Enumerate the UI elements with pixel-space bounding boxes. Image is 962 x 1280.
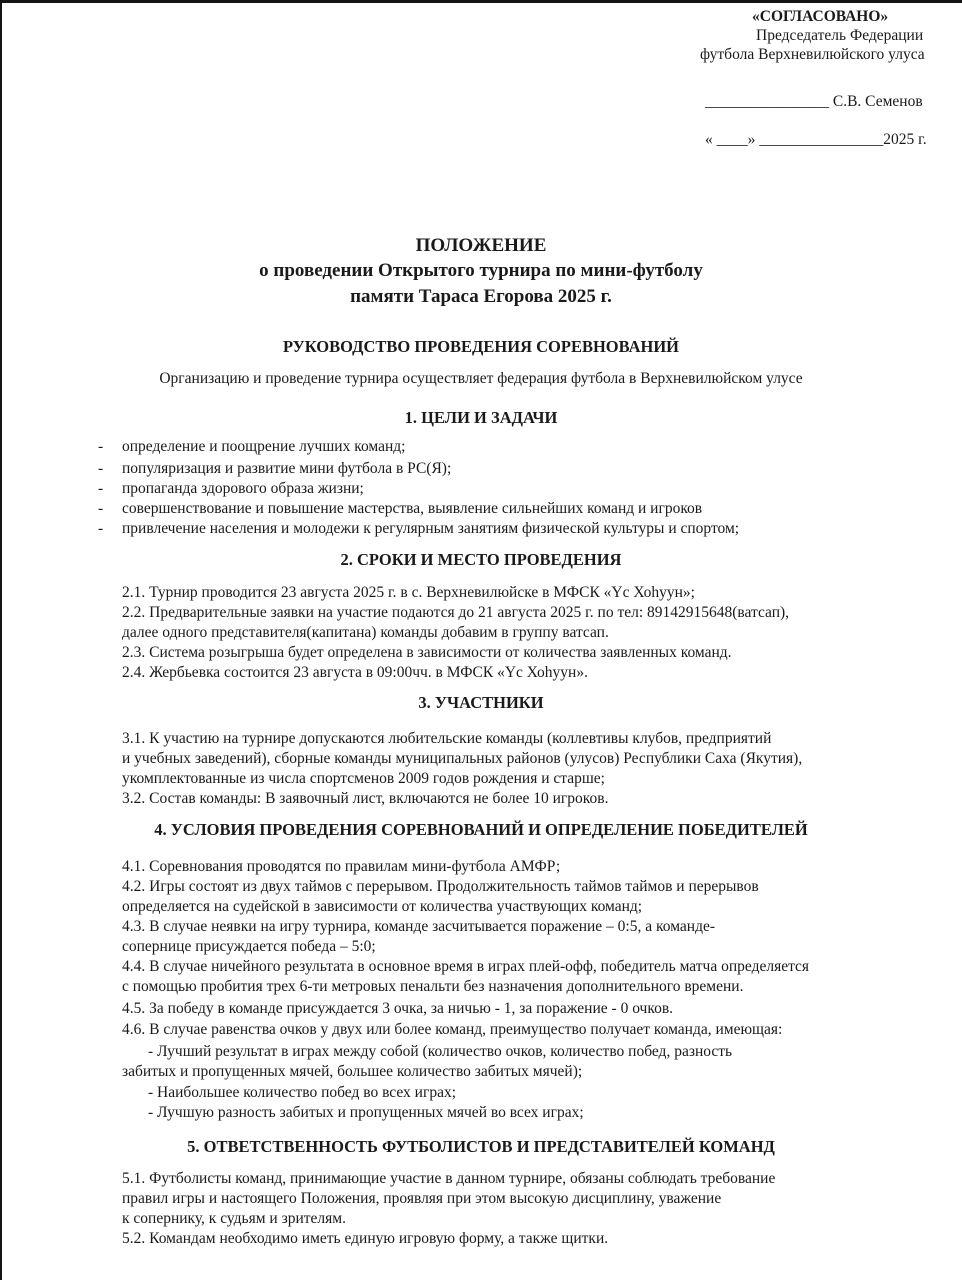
list-item: совершенствование и повышение мастерства, выявление сильнейших команд и игроков xyxy=(122,500,703,517)
paragraph-line: 3.2. Состав команды: В заявочный лист, включаются не более 10 игроков. xyxy=(122,790,609,807)
paragraph-line: сопернице присуждается победа – 5:0; xyxy=(122,938,376,955)
paragraph-line: с помощью пробития трех 6-ти метровых пенальти без назначения дополнительного времени. xyxy=(122,978,744,995)
paragraph-line: - Лучшую разность забитых и пропущенных мячей во всех играх; xyxy=(148,1104,584,1121)
paragraph-line: - Наибольшее количество побед во всех играх; xyxy=(148,1084,457,1101)
list-item: популяризация и развитие мини футбола в РС(Я); xyxy=(122,460,452,477)
paragraph-line: 2.3. Система розыгрыша будет определена в зависимости от количества заявленных команд. xyxy=(122,644,732,661)
paragraph-line: - Лучший результат в играх между собой (количество очков, количество побед, разность xyxy=(148,1043,733,1060)
leadership-text: Организацию и проведение турнира осуществляет федерация футбола в Верхневилюйском улусе xyxy=(159,370,803,387)
list-bullet: - xyxy=(98,500,104,517)
approval-line-2: футбола Верхневилюйского улуса xyxy=(700,46,925,63)
paragraph-line: 2.2. Предварительные заявки на участие подаются до 21 августа 2025 г. по тел: 89142915648(ватсап), xyxy=(122,604,790,621)
section-4-heading: 4. УСЛОВИЯ ПРОВЕДЕНИЯ СОРЕВНОВАНИЙ И ОПРЕДЕЛЕНИЕ ПОБЕДИТЕЛЕЙ xyxy=(154,820,808,839)
paragraph-line: 5.1. Футболисты команд, принимающие участие в данном турнире, обязаны соблюдать требование xyxy=(122,1170,776,1187)
paragraph-line: 5.2. Командам необходимо иметь единую игровую форму, а также щитки. xyxy=(122,1230,609,1247)
paragraph-line: 2.1. Турнир проводится 23 августа 2025 г. в с. Верхневилюйске в МФСК «Үс Хоһуун»; xyxy=(122,584,695,601)
list-bullet: - xyxy=(98,480,104,497)
paragraph-line: далее одного представителя(капитана) команды добавим в группу ватсап. xyxy=(122,624,609,641)
paragraph-line: 4.1. Соревнования проводятся по правилам мини-футбола АМФР; xyxy=(122,858,561,875)
list-item: пропаганда здорового образа жизни; xyxy=(122,480,364,497)
paragraph-line: укомплектованные из числа спортсменов 2009 годов рождения и старше; xyxy=(122,770,605,787)
section-3-heading: 3. УЧАСТНИКИ xyxy=(418,693,544,712)
paragraph-line: 4.6. В случае равенства очков у двух или более команд, преимущество получает команда, имеющая: xyxy=(122,1021,783,1038)
list-bullet: - xyxy=(98,438,104,455)
page-left-edge xyxy=(0,0,2,1280)
section-2-heading: 2. СРОКИ И МЕСТО ПРОВЕДЕНИЯ xyxy=(340,550,622,569)
section-1-heading: 1. ЦЕЛИ И ЗАДАЧИ xyxy=(404,408,558,427)
paragraph-line: определяется на судейской в зависимости от количества участвующих команд; xyxy=(122,898,643,915)
list-item: определение и поощрение лучших команд; xyxy=(122,438,406,455)
paragraph-line: и учебных заведений), сборные команды муниципальных районов (улусов) Республики Саха (Якутия), xyxy=(122,750,803,767)
list-bullet: - xyxy=(98,520,104,537)
approval-date: « ____» ________________2025 г. xyxy=(705,131,927,148)
page-top-edge xyxy=(0,0,962,3)
list-bullet: - xyxy=(98,460,104,477)
paragraph-line: 3.1. К участию на турнире допускаются любительские команды (коллевтивы клубов, предприятий xyxy=(122,730,772,747)
document-title: ПОЛОЖЕНИЕ xyxy=(415,235,547,256)
paragraph-line: правил игры и настоящего Положения, проявляя при этом высокую дисциплину, уважение xyxy=(122,1190,722,1207)
paragraph-line: 4.2. Игры состоят из двух таймов с перерывом. Продолжительность таймов таймов и перерывов xyxy=(122,878,759,895)
paragraph-line: 4.4. В случае ничейного результата в основное время в играх плей-офф, победитель матча определяется xyxy=(122,958,810,975)
paragraph-line: к сопернику, к судьям и зрителям. xyxy=(122,1210,346,1227)
document-subtitle: о проведении Открытого турнира по мини-футболу xyxy=(259,260,703,281)
approval-title: «СОГЛАСОВАНО» xyxy=(752,8,889,25)
paragraph-line: 4.3. В случае неявки на игру турнира, команде засчитывается поражение – 0:5, а команде- xyxy=(122,918,715,935)
approval-line-1: Председатель Федерации xyxy=(756,27,924,44)
section-5-heading: 5. ОТВЕТСТВЕННОСТЬ ФУТБОЛИСТОВ И ПРЕДСТАВИТЕЛЕЙ КОМАНД xyxy=(187,1137,775,1156)
document-subtitle-2: памяти Тараса Егорова 2025 г. xyxy=(350,286,612,307)
paragraph-line: забитых и пропущенных мячей, большее количество забитых мячей); xyxy=(122,1063,583,1080)
paragraph-line: 4.5. За победу в команде присуждается 3 очка, за ничью - 1, за поражение - 0 очков. xyxy=(122,1000,674,1017)
list-item: привлечение населения и молодежи к регулярным занятиям физической культуры и спортом; xyxy=(122,520,740,537)
paragraph-line: 2.4. Жербьевка состоится 23 августа в 09:00чч. в МФСК «Үс Хоһуун». xyxy=(122,664,588,681)
approval-signature: ________________ С.В. Семенов xyxy=(705,93,923,110)
leadership-heading: РУКОВОДСТВО ПРОВЕДЕНИЯ СОРЕВНОВАНИЙ xyxy=(282,337,680,356)
